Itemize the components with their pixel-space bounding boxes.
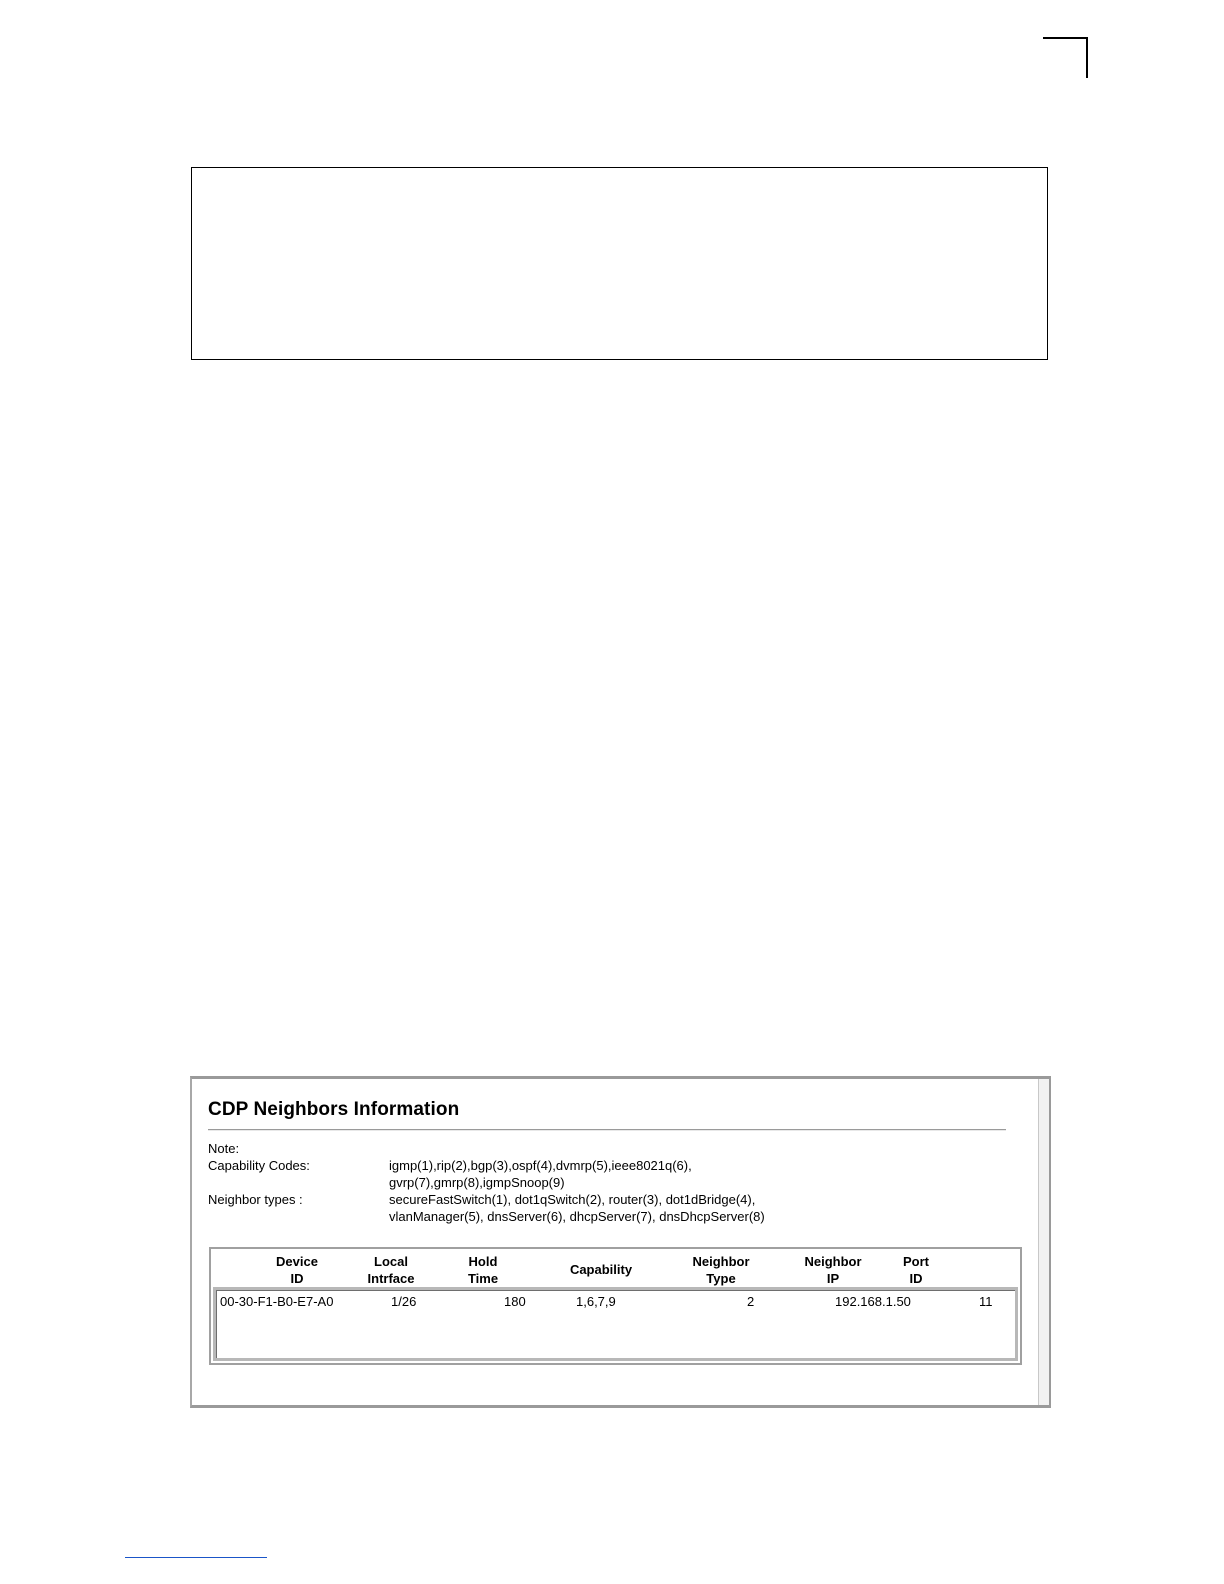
- header-neighbor-ip: [783, 1253, 883, 1287]
- neighbor-types-line1: secureFastSwitch(1), dot1qSwitch(2), router(3), dot1dBridge(4),: [389, 1192, 756, 1207]
- header-capability: [553, 1261, 649, 1278]
- header-device-id-line1: Device: [276, 1254, 318, 1269]
- header-port-id-line2: ID: [909, 1271, 923, 1286]
- cell-local-interface[interactable]: 1/26: [391, 1294, 417, 1309]
- header-port-id-line1: Port: [903, 1254, 929, 1269]
- page-title: CDP Neighbors Information: [208, 1099, 460, 1120]
- neighbor-types-line2: vlanManager(5), dnsServer(6), dhcpServer(7), dnsDhcpServer(8): [389, 1209, 765, 1224]
- header-neighbor-ip-line2: IP: [826, 1271, 840, 1286]
- cell-neighbor-type[interactable]: 2: [747, 1294, 755, 1309]
- header-neighbor-ip-line1: Neighbor: [804, 1254, 862, 1269]
- cell-hold-time[interactable]: 180: [504, 1294, 526, 1309]
- header-neighbor-type-line2: Type: [706, 1271, 736, 1286]
- neighbor-types-label: Neighbor types :: [208, 1192, 303, 1207]
- cell-device-id[interactable]: 00-30-F1-B0-E7-A0: [220, 1294, 334, 1309]
- window-scrollbar[interactable]: [1038, 1079, 1049, 1405]
- page-corner-mark-vertical: [1086, 37, 1088, 78]
- header-neighbor-type: [671, 1253, 771, 1287]
- cdp-neighbors-panel: [190, 1076, 1051, 1408]
- capability-codes-line2: gvrp(7),gmrp(8),igmpSnoop(9): [389, 1175, 565, 1190]
- title-divider: [208, 1129, 1006, 1131]
- command-example-box: [191, 167, 1048, 360]
- cell-port-id[interactable]: 11: [979, 1294, 993, 1309]
- header-local-interface: [349, 1253, 433, 1287]
- neighbors-table: [209, 1247, 1022, 1365]
- capability-codes-line1: igmp(1),rip(2),bgp(3),ospf(4),dvmrp(5),ieee8021q(6),: [389, 1158, 692, 1173]
- header-local-interface-line1: Local: [374, 1254, 408, 1269]
- header-capability-line1: Capability: [569, 1262, 633, 1277]
- capability-codes-label: Capability Codes:: [208, 1158, 310, 1173]
- page-corner-mark: [1043, 37, 1088, 39]
- header-local-interface-line2: Intrface: [367, 1271, 415, 1286]
- header-hold-time-line2: Time: [467, 1271, 499, 1286]
- header-neighbor-type-line1: Neighbor: [692, 1254, 750, 1269]
- header-device-id-line2: ID: [290, 1271, 304, 1286]
- neighbors-list[interactable]: [213, 1287, 1018, 1361]
- header-device-id: [255, 1253, 339, 1287]
- header-hold-time: [443, 1253, 523, 1287]
- cell-capability[interactable]: 1,6,7,9: [576, 1294, 616, 1309]
- cell-neighbor-ip[interactable]: 192.168.1.50: [835, 1294, 911, 1309]
- footer-link-rule: [125, 1557, 267, 1558]
- header-hold-time-line1: Hold: [468, 1254, 498, 1269]
- header-port-id: [883, 1253, 949, 1287]
- note-label: Note:: [208, 1141, 240, 1156]
